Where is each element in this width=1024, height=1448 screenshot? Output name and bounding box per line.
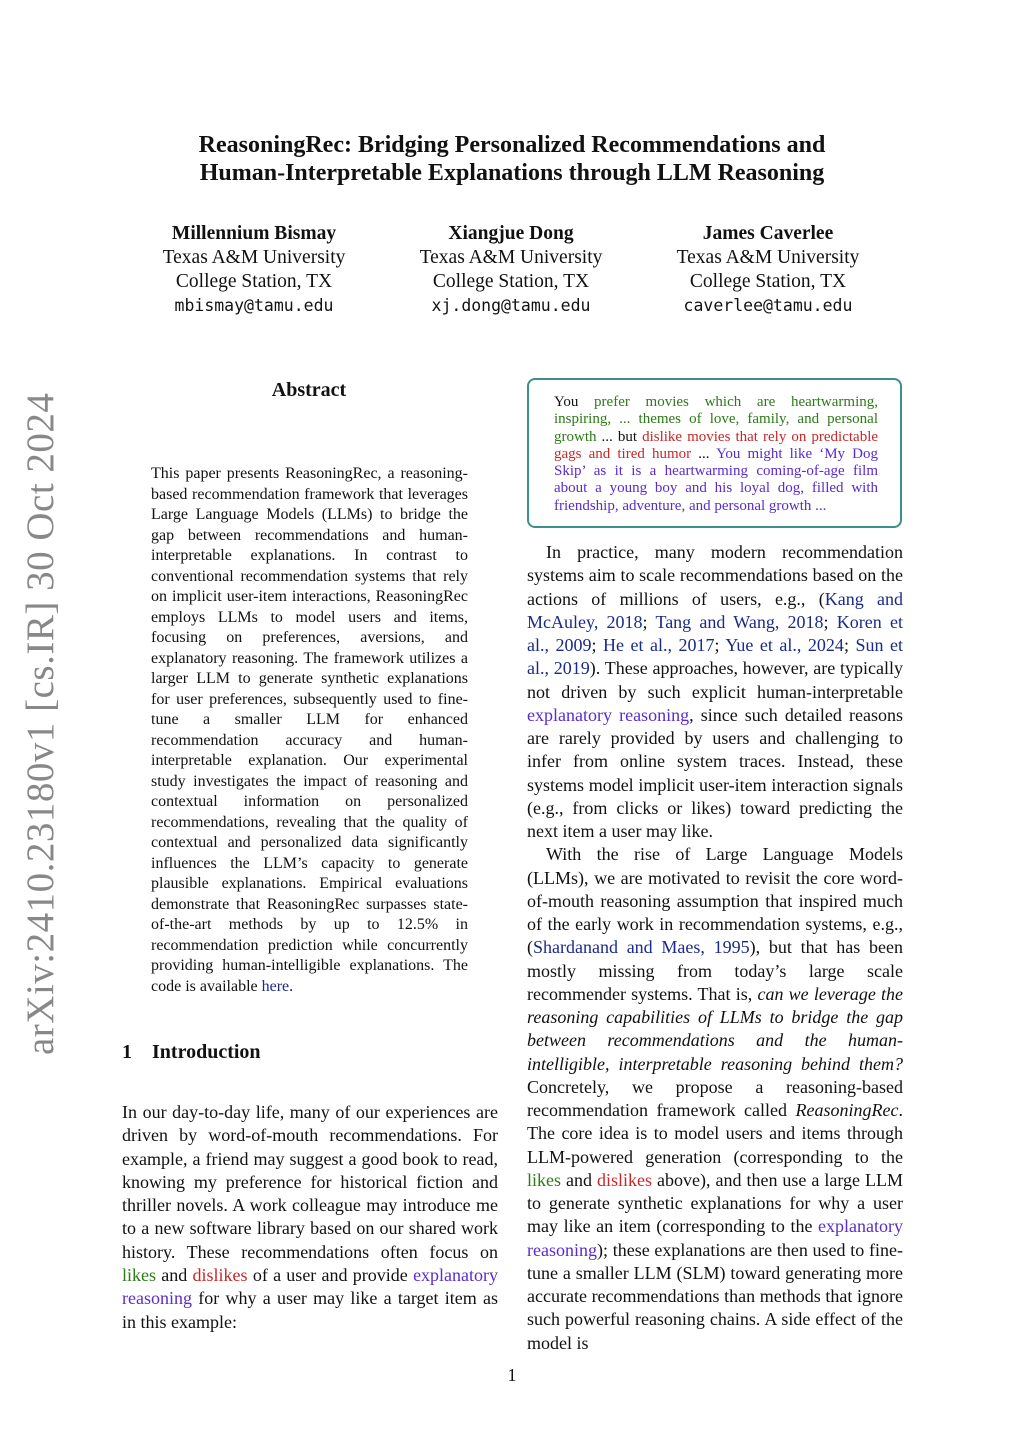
- author-location: College Station, TX: [689, 271, 847, 292]
- citation-link[interactable]: Yue et al., 2024: [725, 635, 844, 655]
- citation-link[interactable]: Kang and McAuley, 2018: [527, 588, 903, 632]
- author-email: caverlee@tamu.edu: [683, 296, 853, 315]
- author-affiliation: Texas A&M University: [419, 247, 603, 268]
- paper-title: [120, 131, 904, 187]
- section-number: 1: [122, 1041, 132, 1063]
- citation-link[interactable]: Koren et al., 2009: [527, 611, 903, 655]
- research-question: can we leverage the reasoning capabilities of LLMs to bridge the gap between recommendations and the human-intelligible, interpretable reasoning behind them?: [527, 983, 904, 1074]
- citation-link[interactable]: He et al., 2017: [603, 635, 715, 655]
- title-line-1: ReasoningRec: Bridging Personalized Recommendations and: [198, 132, 826, 158]
- citation-link[interactable]: Sun et al., 2019: [527, 635, 903, 679]
- title-line-2: Human-Interpretable Explanations through LLM Reasoning: [199, 160, 825, 186]
- example-dislikes: dislike movies that rely on predictable gags and tired humor: [554, 428, 879, 462]
- dislikes-highlight: dislikes: [192, 1265, 248, 1286]
- explanatory-reasoning-highlight: explanatory reasoning: [122, 1265, 499, 1309]
- author-block: [120, 222, 904, 322]
- intro-right-column: [527, 541, 903, 1355]
- example-reasoning: You might like ‘My Dog Skip’ as it is a heartwarming coming-of-age film about a young boy and his loyal dog, filled with friendship, adventure, and personal growth ...: [554, 445, 878, 514]
- citation-link[interactable]: Tang and Wang, 2018: [655, 611, 824, 632]
- author-name: Xiangjue Dong: [448, 223, 574, 244]
- explanatory-reasoning-highlight: explanatory reasoning: [527, 1216, 904, 1260]
- explanatory-reasoning-highlight: explanatory reasoning: [527, 704, 690, 725]
- intro-paragraph-3: With the rise of Large Language Models (LLMs), we are motivated to revisit the core word-of-mouth reasoning assumption that inspired much of the early work in recommendation systems, e.g., (Shardanand and Maes, 1995), but that has been mostly missing from today’s large scale recommender systems. That is, can we leverage the reasoning capabilities of LLMs to bridge the gap between recommendations and the human-intelligible, interpretable reasoning behind them? Concretely, we propose a reasoning-based recommendation framework called ReasoningRec. The core idea is to model users and items through LLM-powered generation (corresponding to the likes and dislikes above), and then use a large LLM to generate synthetic explanations for why a user may like an item (corresponding to the explanatory reasoning); these explanations are then used to fine-tune a smaller LLM (SLM) toward generating more accurate recommendations than methods that ignore such powerful reasoning chains. A side effect of the model is: [527, 844, 904, 1353]
- author-affiliation: Texas A&M University: [676, 247, 860, 268]
- author-email: xj.dong@tamu.edu: [431, 296, 591, 315]
- code-link[interactable]: here: [261, 977, 290, 995]
- page-number: 1: [507, 1365, 517, 1385]
- abstract-body: [151, 464, 468, 997]
- section-heading-introduction: [122, 1041, 261, 1064]
- likes-highlight: likes: [122, 1265, 156, 1286]
- section-title: Introduction: [152, 1041, 261, 1063]
- author-3: [638, 222, 898, 318]
- arxiv-stamp: arXiv:2410.23180v1 [cs.IR] 30 Oct 2024: [19, 392, 62, 1055]
- author-location: College Station, TX: [432, 271, 590, 292]
- example-likes: prefer movies which are heartwarming, inspiring, ... themes of love, family, and personal growth: [554, 394, 878, 445]
- intro-paragraph-1: In our day-to-day life, many of our experiences are driven by word-of-mouth recommendations. For example, a friend may suggest a good book to read, knowing my preference for historical fiction and thriller novels. A work colleague may introduce me to a new software library based on our shared work history. These recommendations often focus on likes and dislikes of a user and provide explanatory reasoning for why a user may like a target item as in this example:: [122, 1102, 499, 1332]
- author-affiliation: Texas A&M University: [162, 247, 346, 268]
- likes-highlight: likes: [527, 1169, 561, 1190]
- citation-link[interactable]: Shardanand and Maes, 1995: [533, 937, 750, 958]
- author-name: Millennium Bismay: [171, 223, 337, 244]
- dislikes-highlight: dislikes: [597, 1169, 653, 1190]
- framework-name: ReasoningRec: [795, 1100, 899, 1120]
- author-name: James Caverlee: [702, 223, 834, 244]
- abstract-heading: Abstract: [271, 379, 347, 401]
- abstract-end: .: [289, 977, 294, 995]
- abstract-text: This paper presents ReasoningRec, a reasoning-based recommendation framework that leverages Large Language Models (LLMs) to bridge the gap between recommendations and human-interpretable explanations. In contrast to conventional recommendation systems that rely on implicit user-item interactions, ReasoningRec employs LLMs to model users and items, focusing on preferences, aversions, and explanatory reasoning. The framework utilizes a larger LLM to generate synthetic explanations for user preferences, subsequently used to fine-tune a smaller LLM for enhanced recommendation accuracy and human-interpretable explanation. Our experimental study investigates the impact of reasoning and contextual information on personalized recommendations, revealing that the quality of contextual and personalized data significantly influences the LLM’s capacity to generate plausible explanations. Empirical evaluations demonstrate that ReasoningRec surpasses state-of-the-art methods by up to 12.5% in recommendation prediction while concurrently providing human-intelligible explanations. The code is available: [151, 465, 468, 995]
- intro-paragraph-2: In practice, many modern recommendation systems aim to scale recommendations based on the actions of millions of users, e.g., (Kang and McAuley, 2018; Tang and Wang, 2018; Koren et al., 2009; He et al., 2017; Yue et al., 2024; Sun et al., 2019). These approaches, however, are typically not driven by such explicit human-interpretable explanatory reasoning, since such detailed reasons are rarely provided by users and challenging to infer from online system traces. Instead, these systems model implicit user-item interaction signals (e.g., from clicks or likes) toward predicting the next item a user may like.: [527, 542, 903, 841]
- intro-left-column: [122, 1101, 498, 1334]
- author-2: [381, 222, 641, 318]
- example-explanation-box: You prefer movies which are heartwarming, inspiring, ... themes of love, family, and personal growth ... but dislike movies that rely on predictable gags and tired humor ... You might like ‘My Dog Skip’ as it is a heartwarming coming-of-age film about a young boy and his loyal dog, filled with friendship, adventure, and personal growth ...: [527, 378, 902, 528]
- author-location: College Station, TX: [175, 271, 333, 292]
- author-1: [124, 222, 384, 318]
- author-email: mbismay@tamu.edu: [174, 296, 334, 315]
